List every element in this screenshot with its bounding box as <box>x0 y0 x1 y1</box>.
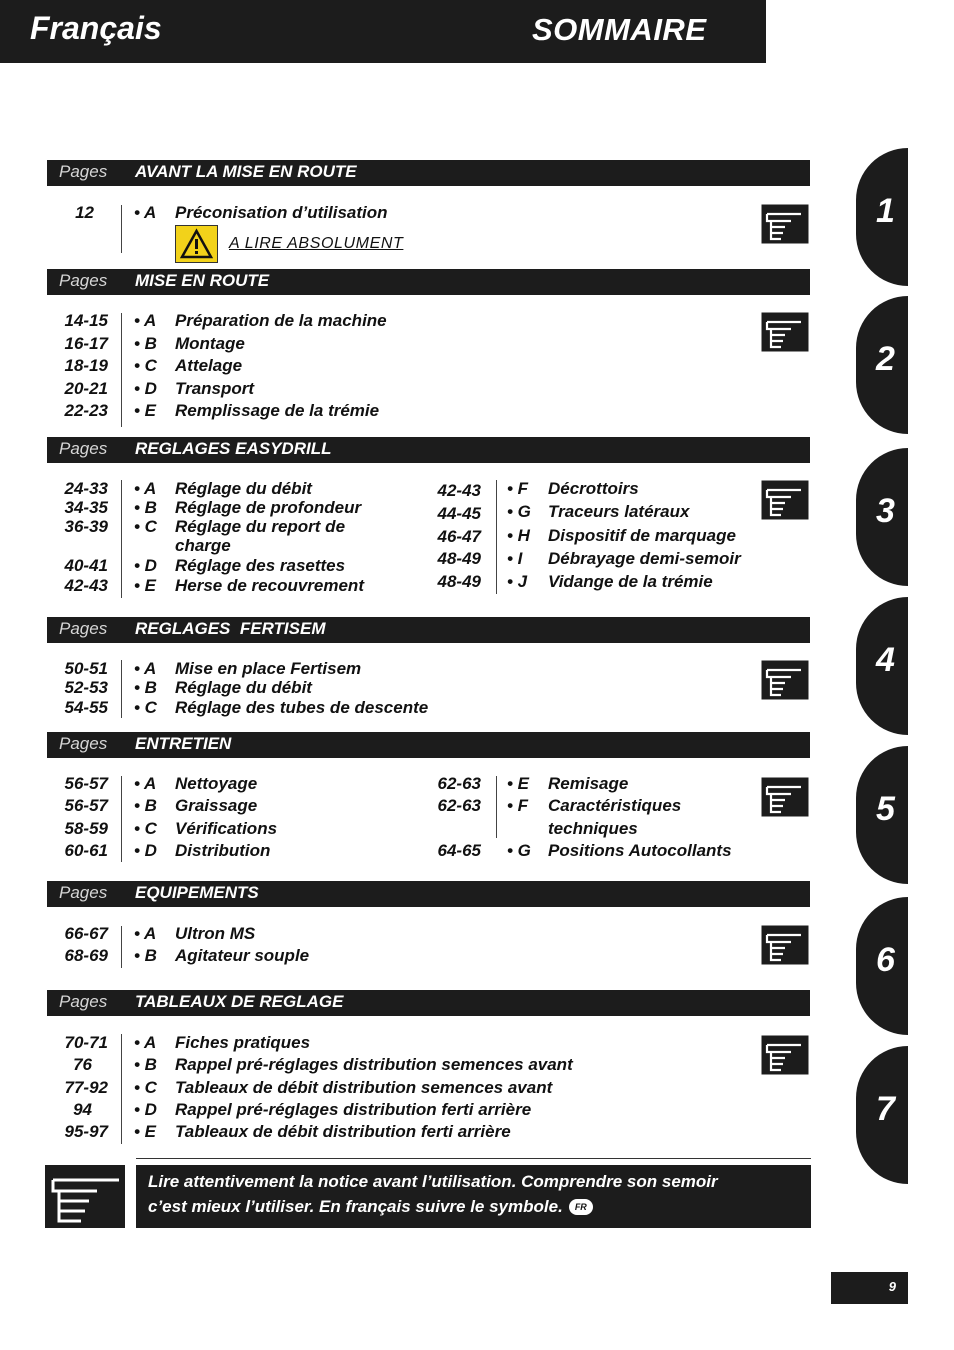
chapter-tab-7[interactable]: 7 <box>856 1046 908 1184</box>
toc-letter: • A <box>134 311 157 330</box>
toc-letter: • A <box>134 1033 157 1052</box>
toc-pages: 40-41 <box>64 556 108 575</box>
toc-pages: 95-97 <box>64 1122 108 1141</box>
toc-entry[interactable]: Montage <box>175 334 245 353</box>
toc-entry[interactable]: Préparation de la machine <box>175 311 387 330</box>
toc-entry[interactable]: Réglage du débit <box>175 678 312 697</box>
page-number: 9 <box>888 1279 896 1294</box>
chapter-tab-5[interactable]: 5 <box>856 746 908 884</box>
divider <box>121 205 122 253</box>
divider <box>121 660 122 718</box>
toc-pages: 52-53 <box>64 678 108 697</box>
toc-pages: 54-55 <box>64 698 108 717</box>
toc-entry[interactable]: Rappel pré-réglages distribution semences avant <box>175 1055 573 1074</box>
toc-entry[interactable]: Réglage de profondeur <box>175 498 362 517</box>
toc-letter: • B <box>134 334 157 353</box>
language-title: Français <box>30 10 162 46</box>
toc-entry[interactable]: Réglage des tubes de descente <box>175 698 429 717</box>
divider <box>121 776 122 862</box>
toc-pages: 48-49 <box>437 572 481 591</box>
section-header-avant-mise-en-route: Pages AVANT LA MISE EN ROUTE <box>47 160 810 186</box>
section-header-mise-en-route: Pages MISE EN ROUTE <box>47 269 810 295</box>
toc-entry[interactable]: Remisage <box>548 774 629 793</box>
pointing-hand-icon <box>761 925 809 965</box>
toc-letter: • C <box>134 517 157 536</box>
header-bar <box>0 0 766 63</box>
chapter-tab-3[interactable]: 3 <box>856 448 908 586</box>
footer-line-2: c’est mieux l’utiliser. En français suivre le symbole. FR <box>148 1197 593 1217</box>
toc-letter: • C <box>134 698 157 717</box>
section-header-reglages-easydrill: Pages REGLAGES EASYDRILL <box>47 437 810 463</box>
toc-letter: • F <box>507 796 529 815</box>
chapter-tab-1[interactable]: 1 <box>856 148 908 286</box>
toc-entry[interactable]: Décrottoirs <box>548 479 639 498</box>
toc-entry[interactable]: Traceurs latéraux <box>548 502 690 521</box>
pointing-hand-icon <box>45 1165 125 1228</box>
toc-pages: 68-69 <box>64 946 108 965</box>
toc-letter: • B <box>134 1055 157 1074</box>
toc-entry[interactable]: Réglage des rasettes <box>175 556 346 575</box>
toc-letter: • A <box>134 203 157 222</box>
toc-letter: • A <box>134 659 157 678</box>
toc-entry[interactable]: Réglage du débit <box>175 479 312 498</box>
toc-pages: 20-21 <box>64 379 108 398</box>
toc-entry[interactable]: Débrayage demi-semoir <box>548 549 741 568</box>
toc-entry[interactable]: Positions Autocollants <box>548 841 732 860</box>
toc-letter: • D <box>134 556 157 575</box>
toc-pages: 14-15 <box>64 311 108 330</box>
toc-pages: 60-61 <box>64 841 108 860</box>
toc-pages: 36-39 <box>64 517 108 536</box>
toc-entry[interactable]: Nettoyage <box>175 774 258 793</box>
toc-letter: • C <box>134 819 157 838</box>
toc-entry[interactable]: Préconisation d’utilisation <box>175 203 388 222</box>
toc-pages: 44-45 <box>437 504 481 523</box>
toc-entry-continued[interactable]: techniques <box>548 819 638 838</box>
chapter-tab-4[interactable]: 4 <box>856 597 908 735</box>
toc-pages: 18-19 <box>64 356 108 375</box>
pointing-hand-icon <box>761 312 809 352</box>
pointing-hand-icon <box>761 480 809 520</box>
toc-letter: • G <box>507 841 531 860</box>
toc-pages: 62-63 <box>437 796 481 815</box>
toc-pages: 50-51 <box>64 659 108 678</box>
toc-pages: 24-33 <box>64 479 108 498</box>
toc-letter: • H <box>507 526 530 545</box>
toc-letter: • E <box>134 1122 157 1141</box>
toc-entry[interactable]: Dispositif de marquage <box>548 526 736 545</box>
toc-entry[interactable]: Ultron MS <box>175 924 256 943</box>
toc-entry[interactable]: Fiches pratiques <box>175 1033 311 1052</box>
toc-entry[interactable]: Rappel pré-réglages distribution ferti arrière <box>175 1100 532 1119</box>
toc-letter: • B <box>134 498 157 517</box>
toc-entry[interactable]: Tableaux de débit distribution semences avant <box>175 1078 553 1097</box>
toc-letter: • E <box>134 401 157 420</box>
footer-line-1: Lire attentivement la notice avant l’utilisation. Comprendre son semoir <box>148 1172 718 1191</box>
pointing-hand-icon <box>761 1035 809 1075</box>
toc-pages: 64-65 <box>437 841 481 860</box>
toc-letter: • D <box>134 841 157 860</box>
divider <box>496 776 497 838</box>
footer-rule <box>136 1158 811 1159</box>
toc-letter: • C <box>134 1078 157 1097</box>
toc-entry[interactable]: Attelage <box>175 356 243 375</box>
footer-note <box>136 1165 811 1228</box>
toc-pages: 16-17 <box>64 334 108 353</box>
toc-entry[interactable]: Herse de recouvrement <box>175 576 364 595</box>
warning-icon <box>175 225 218 263</box>
toc-pages: 46-47 <box>437 527 481 546</box>
divider <box>496 480 497 594</box>
toc-letter: • B <box>134 796 157 815</box>
pointing-hand-icon <box>761 660 809 700</box>
toc-entry-continued[interactable]: charge <box>175 536 231 555</box>
toc-pages: 34-35 <box>64 498 108 517</box>
pointing-hand-icon <box>761 777 809 817</box>
toc-letter: • D <box>134 1100 157 1119</box>
toc-letter: • B <box>134 678 157 697</box>
toc-letter: • E <box>134 576 157 595</box>
section-header-entretien: Pages ENTRETIEN <box>47 732 810 758</box>
divider <box>121 1034 122 1144</box>
toc-entry[interactable]: Mise en place Fertisem <box>175 659 362 678</box>
toc-pages: 62-63 <box>437 774 481 793</box>
divider <box>121 926 122 968</box>
toc-entry[interactable]: Graissage <box>175 796 258 815</box>
toc-letter: • C <box>134 356 157 375</box>
toc-letter: • A <box>134 924 157 943</box>
toc-pages: 77-92 <box>64 1078 108 1097</box>
toc-entry[interactable]: Tableaux de débit distribution ferti arrière <box>175 1122 511 1141</box>
toc-pages: 70-71 <box>64 1033 108 1052</box>
toc-letter: • I <box>507 549 523 568</box>
toc-entry[interactable]: Agitateur souple <box>175 946 310 965</box>
pointing-hand-icon <box>761 204 809 244</box>
toc-letter: • B <box>134 946 157 965</box>
toc-letter: • F <box>507 479 529 498</box>
toc-entry[interactable]: Réglage du report de <box>175 517 346 536</box>
section-header-equipements: Pages EQUIPEMENTS <box>47 881 810 907</box>
chapter-tab-6[interactable]: 6 <box>856 897 908 1035</box>
toc-pages: 42-43 <box>64 576 108 595</box>
toc-pages: 56-57 <box>64 796 108 815</box>
toc-entry[interactable]: Remplissage de la trémie <box>175 401 380 420</box>
divider <box>121 313 122 427</box>
section-header-tableaux-de-reglage: Pages TABLEAUX DE REGLAGE <box>47 990 810 1016</box>
page-title: SOMMAIRE <box>532 12 707 47</box>
divider <box>121 480 122 598</box>
fr-badge: FR <box>569 1199 593 1215</box>
toc-pages: 48-49 <box>437 549 481 568</box>
toc-entry[interactable]: Distribution <box>175 841 271 860</box>
toc-letter: • J <box>507 572 528 591</box>
chapter-tab-2[interactable]: 2 <box>856 296 908 434</box>
section-header-reglages-fertisem: Pages REGLAGES FERTISEM <box>47 617 810 643</box>
toc-entry[interactable]: Caractéristiques <box>548 796 682 815</box>
toc-pages: 42-43 <box>437 481 481 500</box>
toc-pages: 12 <box>75 203 94 222</box>
toc-pages: 94 <box>73 1100 92 1119</box>
toc-pages: 58-59 <box>64 819 108 838</box>
toc-letter: • A <box>134 774 157 793</box>
toc-pages: 56-57 <box>64 774 108 793</box>
toc-entry[interactable]: Vidange de la trémie <box>548 572 713 591</box>
toc-pages: 66-67 <box>64 924 108 943</box>
toc-pages: 76 <box>73 1055 92 1074</box>
page-number-box <box>831 1272 908 1304</box>
toc-entry[interactable]: Transport <box>175 379 255 398</box>
warning-text: A LIRE ABSOLUMENT <box>229 235 404 252</box>
toc-letter: • E <box>507 774 530 793</box>
toc-pages: 22-23 <box>64 401 108 420</box>
toc-entry[interactable]: Vérifications <box>175 819 278 838</box>
toc-letter: • G <box>507 502 531 521</box>
toc-letter: • A <box>134 479 157 498</box>
toc-letter: • D <box>134 379 157 398</box>
